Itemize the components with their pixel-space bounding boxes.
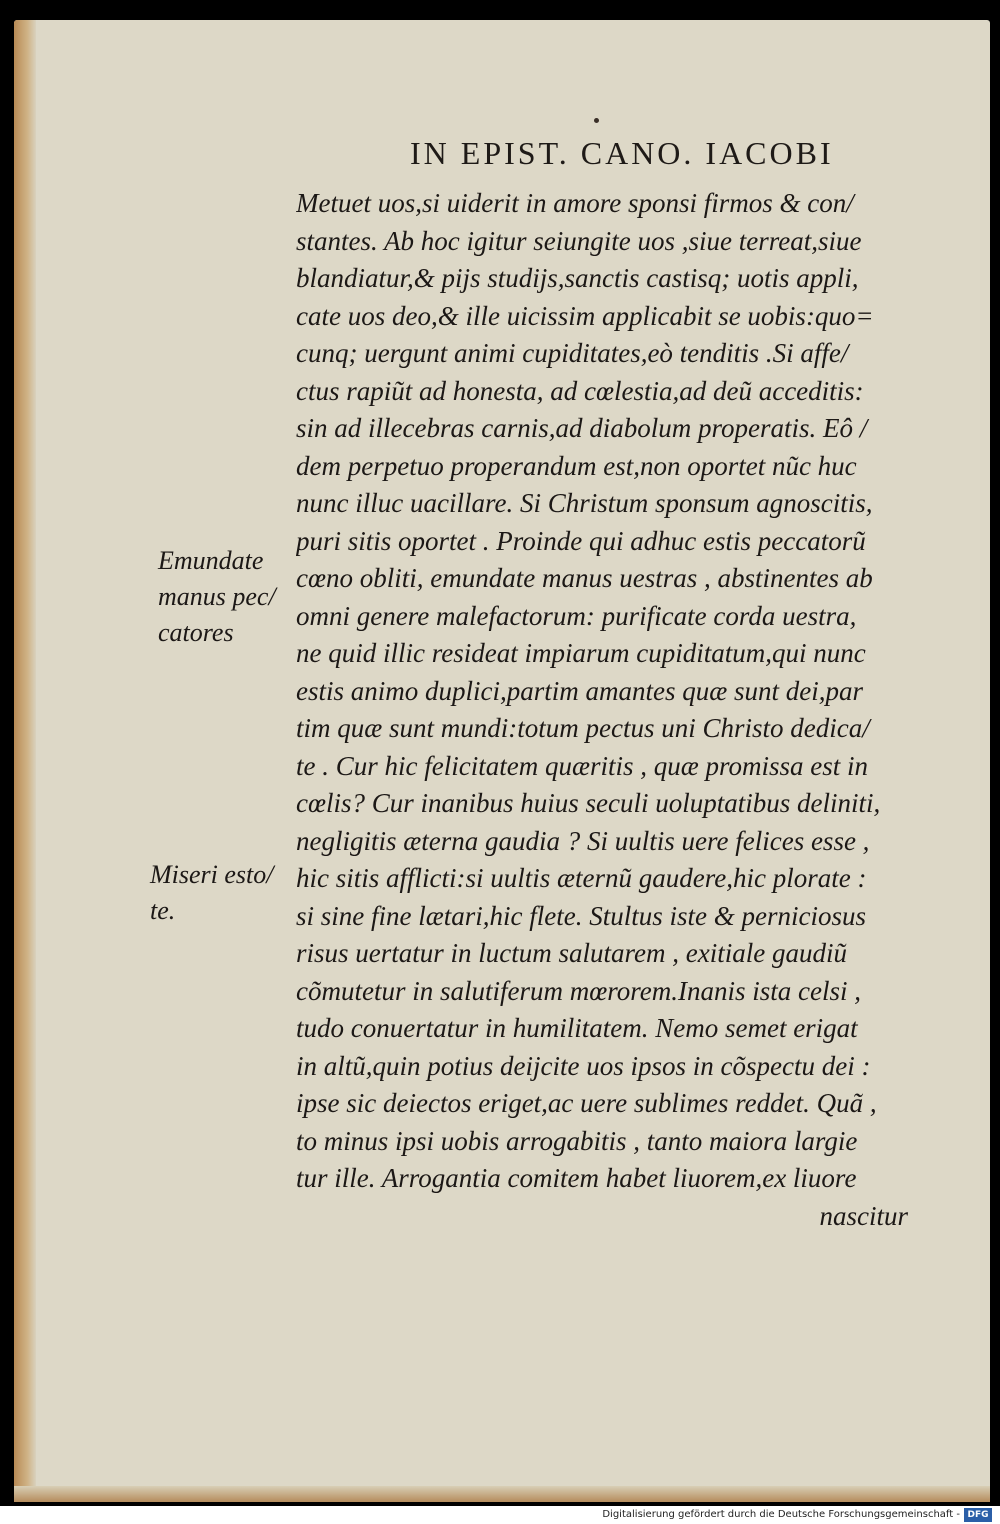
page-edge: [14, 20, 36, 1502]
text-line: omni genere malefactorum: purificate corda uestra,: [296, 600, 857, 631]
body-text: [296, 185, 936, 1235]
text-line: si sine fine lætari,hic flete. Stultus iste & perniciosus: [296, 900, 866, 931]
text-line: cœno obliti, emundate manus uestras , abstinentes ab: [296, 563, 873, 593]
text-line: cate uos deo,& ille uicissim applicabit se uobis:quo=: [296, 300, 874, 331]
text-line: ipse sic deiectos eriget,ac uere sublimes reddet. Quã ,: [296, 1088, 877, 1118]
text-line: puri sitis oportet . Proinde qui adhuc estis peccatorũ: [296, 525, 866, 556]
text-line: tim quæ sunt mundi:totum pectus uni Christo dedica/: [296, 713, 870, 743]
running-head: IN EPIST. CANO. IACOBI: [410, 135, 834, 171]
text-line: nunc illuc uacillare. Si Christum sponsum agnoscitis,: [296, 488, 873, 518]
text-line: tur ille. Arrogantia comitem habet liuorem,ex liuore: [296, 1163, 857, 1193]
margin-note-line: catores: [158, 618, 234, 647]
text-line: to minus ipsi uobis arrogabitis , tanto maiora largie: [296, 1125, 858, 1156]
ink-dot: [594, 118, 599, 123]
margin-note-line: manus pec/: [158, 582, 276, 611]
page-bottom-edge: [14, 1486, 990, 1502]
dfg-logo-icon: DFG: [964, 1508, 992, 1522]
text-line: estis animo duplici,partim amantes quæ sunt dei,par: [296, 675, 863, 706]
text-line: dem perpetuo properandum est,non oportet nũc huc: [296, 450, 857, 481]
catchword: nascitur: [819, 1200, 908, 1231]
text-line: cunq; uergunt animi cupiditates,eò tenditis .Si affe/: [296, 338, 849, 368]
text-line: sin ad illecebras carnis,ad diabolum properatis. Eô /: [296, 413, 868, 443]
margin-note-line: te.: [150, 896, 176, 925]
margin-note-line: Emundate: [158, 546, 264, 575]
text-line: risus uertatur in luctum salutarem , exitiale gaudiũ: [296, 938, 847, 968]
margin-note-emundate: [158, 543, 298, 651]
text-line: hic sitis afflicti:si uultis æternũ gaudere,hic plorate :: [296, 863, 867, 893]
text-line: stantes. Ab hoc igitur seiungite uos ,siue terreat,siue: [296, 225, 862, 256]
text-line: cœlis? Cur inanibus huius seculi uoluptatibus deliniti,: [296, 788, 881, 818]
text-line: te . Cur hic felicitatem quæritis , quæ promissa est in: [296, 750, 868, 781]
margin-note-miseri: [150, 857, 290, 929]
text-line: ne quid illic resideat impiarum cupiditatum,qui nunc: [296, 638, 866, 668]
margin-note-line: Miseri esto/: [150, 860, 274, 889]
text-line: tudo conuertatur in humilitatem. Nemo semet erigat: [296, 1013, 858, 1043]
text-line: cõmutetur in salutiferum mœrorem.Inanis ista celsi ,: [296, 975, 861, 1006]
footer-credit: Digitalisierung gefördert durch die Deutsche Forschungsgemeinschaft -: [602, 1509, 960, 1520]
text-line: blandiatur,& pijs studijs,sanctis castisq; uotis appli,: [296, 263, 859, 293]
text-line: ctus rapiũt ad honesta, ad cœlestia,ad deũ acceditis:: [296, 375, 864, 406]
text-line: in altũ,quin potius deijcite uos ipsos in cõspectu dei :: [296, 1050, 871, 1081]
text-line: Metuet uos,si uiderit in amore sponsi firmos & con/: [296, 188, 854, 218]
text-line: negligitis æterna gaudia ? Si uultis uere felices esse ,: [296, 825, 870, 856]
